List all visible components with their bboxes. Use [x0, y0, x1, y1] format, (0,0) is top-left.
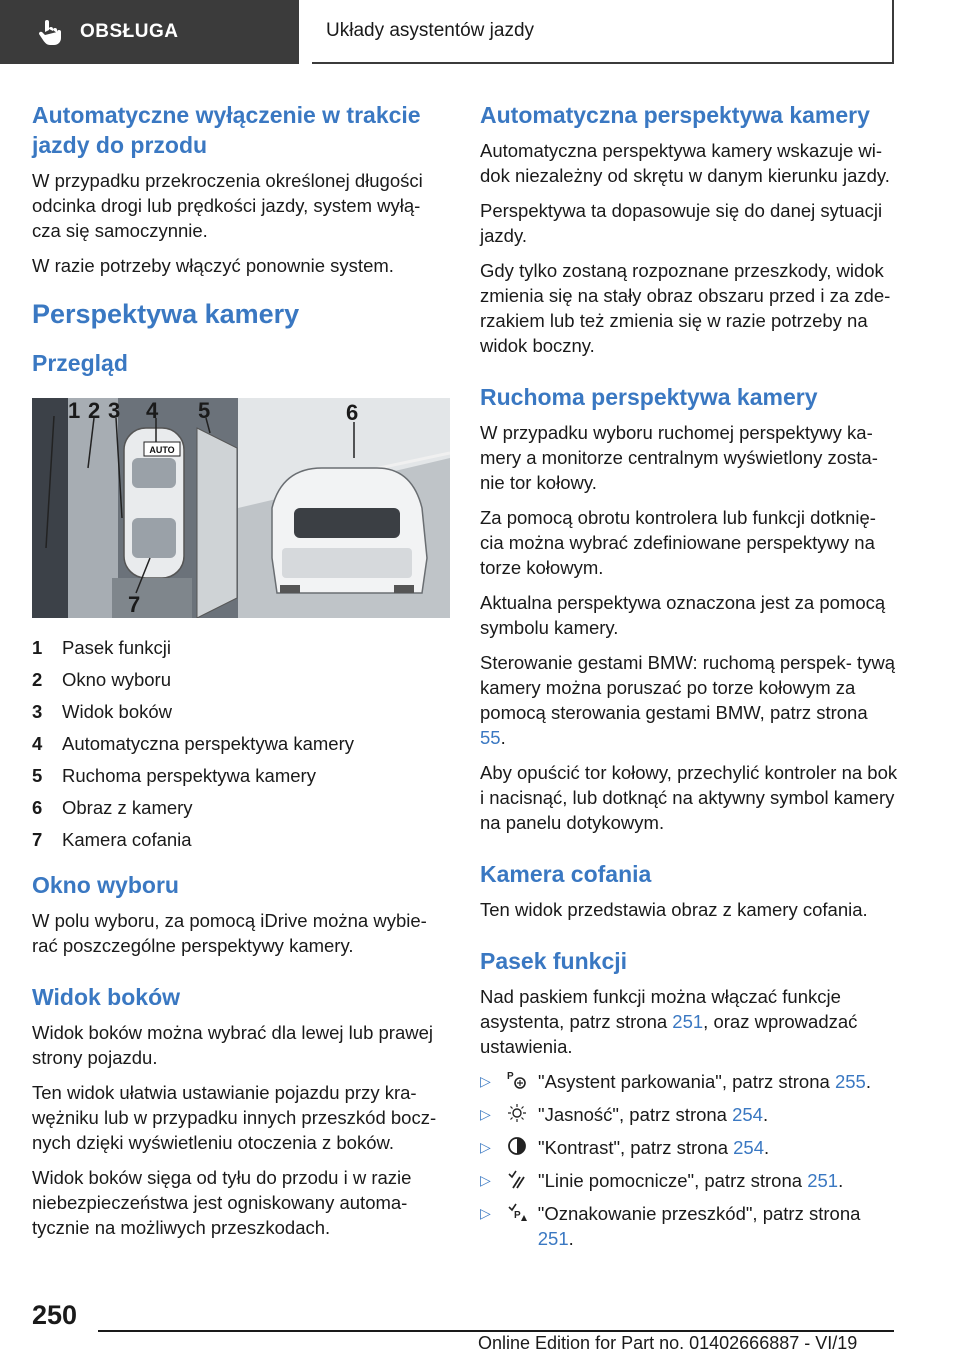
paragraph: Widok boków sięga od tyłu do przodu i w razie niebezpieczeństwa jest ogniskowany automa‐ tycznie na możliwych przeszkodach.: [32, 1167, 412, 1238]
heading-selection-window: Okno wyboru: [32, 872, 179, 898]
figure-label-5: 5: [198, 398, 211, 423]
paragraph: W polu wyboru, za pomocą iDrive można wybie‐ rać poszczególne perspektywy kamery.: [32, 910, 427, 956]
camera-screen-illustration: [32, 398, 450, 618]
list-item-text: "Kontrast", patrz strona: [538, 1137, 734, 1158]
heading-function-bar: Pasek funkcji: [480, 948, 628, 974]
list-item: [480, 1135, 898, 1160]
paragraph: Aktualna perspektywa oznaczona jest za pomocą symbolu kamery.: [480, 592, 886, 638]
parking-assistant-icon: [506, 1069, 528, 1091]
list-item-text: "Asystent parkowania", patrz strona: [538, 1071, 835, 1092]
legend-text: Pasek funkcji: [62, 637, 171, 658]
bullet-marker: ▷: [480, 1172, 491, 1188]
legend-item: [32, 824, 450, 856]
paragraph-text: Sterowanie gestami BMW: ruchomą perspek‐ tywą kamery można poruszać po torze kołowym za pomocą sterowania gestami BMW, patrz strona: [480, 652, 896, 723]
heading-rear-camera: Kamera cofania: [480, 861, 652, 887]
page-number: 250: [32, 1300, 78, 1330]
heading-side-view: Widok boków: [32, 984, 181, 1010]
legend-item: [32, 696, 450, 728]
list-item-end: .: [762, 1104, 769, 1125]
svg-text:P: P: [513, 1210, 521, 1221]
heading-moving-perspective: Ruchoma perspektywa kamery: [480, 384, 818, 410]
paragraph: W przypadku wyboru ruchomej perspektywy ka‐ mery a monitorze centralnym wyświetlony zosta‐ nie tor kołowy.: [480, 422, 878, 493]
paragraph: Ten widok przedstawia obraz z kamery cofania.: [480, 899, 868, 920]
legend-item: [32, 760, 450, 792]
list-item-text: "Oznakowanie przeszkód", patrz strona: [537, 1203, 861, 1224]
heading-overview: Przegląd: [32, 350, 128, 376]
page-link-251[interactable]: 251: [537, 1228, 569, 1249]
paragraph: Za pomocą obrotu kontrolera lub funkcji dotknię‐ cia można wybrać zdefiniowane perspektywy na torze kołowym.: [480, 507, 876, 578]
paragraph: Perspektywa ta dopasowuje się do danej sytuacji jazdy.: [480, 200, 883, 246]
legend-item: [32, 632, 450, 664]
legend-number: 6: [32, 797, 43, 818]
legend-text: Automatyczna perspektywa kamery: [62, 733, 355, 754]
paragraph-text: Nad paskiem funkcji można włączać funkcje asystenta, patrz strona: [480, 986, 841, 1032]
legend-text: Okno wyboru: [62, 669, 171, 690]
paragraph: Gdy tylko zostaną rozpoznane przeszkody, widok zmienia się na stały obraz obszaru przed i za zde‐ rzakiem lub też zmienia się w razie potrzeby na widok boczny.: [480, 260, 891, 356]
figure-label-1: 1: [68, 398, 81, 423]
list-item: [480, 1102, 898, 1127]
bullet-marker: ▷: [480, 1139, 491, 1155]
list-item: [480, 1168, 898, 1193]
paragraph: W razie potrzeby włączyć ponownie system.: [32, 255, 394, 276]
legend-number: 3: [32, 701, 43, 722]
heading-auto-off: Automatyczne wyłączenie w trakcie jazdy do przodu: [32, 102, 421, 158]
legend-number: 5: [32, 765, 43, 786]
figure-label-7: 7: [128, 592, 141, 617]
legend-number: 7: [32, 829, 43, 850]
paragraph-gesture-control: [480, 650, 898, 750]
legend-text: Ruchoma perspektywa kamery: [62, 765, 316, 786]
paragraph-function-bar: [480, 984, 898, 1059]
left-column: [32, 100, 450, 1250]
section-title: OBSŁUGA: [80, 21, 179, 42]
list-item-text: "Linie pomocnicze", patrz strona: [538, 1170, 808, 1191]
list-item: [480, 1201, 898, 1251]
chapter-title: Układy asystentów jazdy: [326, 20, 535, 41]
legend-number: 2: [32, 669, 43, 690]
heading-camera-perspective: Perspektywa kamery: [32, 299, 300, 329]
legend-number: 1: [32, 637, 43, 658]
legend-item: [32, 664, 450, 696]
camera-display-figure: [32, 398, 450, 618]
brightness-icon: [506, 1102, 528, 1124]
figure-auto-label: AUTO: [149, 445, 175, 455]
page-link-251[interactable]: 251: [672, 1011, 704, 1032]
paragraph-end: , oraz wprowadzać ustawienia.: [480, 1011, 858, 1057]
bullet-marker: ▷: [480, 1073, 491, 1089]
figure-label-4: 4: [146, 398, 159, 423]
heading-auto-perspective: Automatyczna perspektywa kamery: [480, 102, 870, 128]
paragraph: W przypadku przekroczenia określonej długości odcinka drogi lub prędkości jazdy, system wyłą‐ cza się samoczynnie.: [32, 170, 423, 241]
paragraph: Widok boków można wybrać dla lewej lub prawej strony pojazdu.: [32, 1022, 434, 1068]
edition-note: Online Edition for Part no. 01402666887 - VI/19: [478, 1333, 858, 1353]
header-section-tab: [0, 0, 299, 64]
legend-text: Widok boków: [62, 701, 173, 722]
footer-divider: [98, 1330, 894, 1332]
svg-text:P: P: [507, 1071, 514, 1082]
list-item-end: .: [838, 1170, 844, 1191]
figure-label-2: 2: [88, 398, 101, 423]
guide-lines-icon: [506, 1168, 528, 1190]
page-link-55[interactable]: 55: [480, 727, 501, 748]
figure-legend: [32, 632, 450, 856]
list-item-text: "Jasność", patrz strona: [538, 1104, 733, 1125]
header-chapter-box: [312, 0, 894, 64]
legend-item: [32, 792, 450, 824]
right-column: [480, 100, 898, 1259]
figure-label-3: 3: [108, 398, 121, 423]
page-link-251[interactable]: 251: [807, 1170, 839, 1191]
list-item-end: .: [865, 1071, 871, 1092]
page-link-255[interactable]: 255: [834, 1071, 866, 1092]
list-item-end: .: [764, 1137, 770, 1158]
legend-text: Kamera cofania: [62, 829, 192, 850]
figure-label-6: 6: [346, 400, 359, 425]
paragraph: Aby opuścić tor kołowy, przechylić kontroler na bok i nacisnąć, lub dotknąć na aktywny symbol kamery na panelu dotykowym.: [480, 762, 898, 833]
list-item: [480, 1069, 898, 1094]
legend-number: 4: [32, 733, 43, 754]
bullet-marker: ▷: [480, 1205, 491, 1221]
bullet-marker: ▷: [480, 1106, 491, 1122]
function-list: [480, 1069, 898, 1251]
page-link-254[interactable]: 254: [733, 1137, 765, 1158]
page-link-254[interactable]: 254: [732, 1104, 763, 1125]
obstacle-marking-icon: [506, 1201, 528, 1223]
hand-icon: [38, 18, 62, 46]
list-item-end: .: [568, 1228, 574, 1249]
legend-text: Obraz z kamery: [62, 797, 193, 818]
legend-item: [32, 728, 450, 760]
contrast-icon: [506, 1135, 528, 1157]
paragraph: Ten widok ułatwia ustawianie pojazdu przy kra‐ wężniku lub w przypadku innych przeszkód bocz‐ nych dzięki wyświetleniu otoczenia z boków.: [32, 1082, 437, 1153]
paragraph: Automatyczna perspektywa kamery wskazuje wi‐ dok niezależny od skrętu w danym kierunku jazdy.: [480, 140, 890, 186]
paragraph-end: .: [500, 727, 506, 748]
